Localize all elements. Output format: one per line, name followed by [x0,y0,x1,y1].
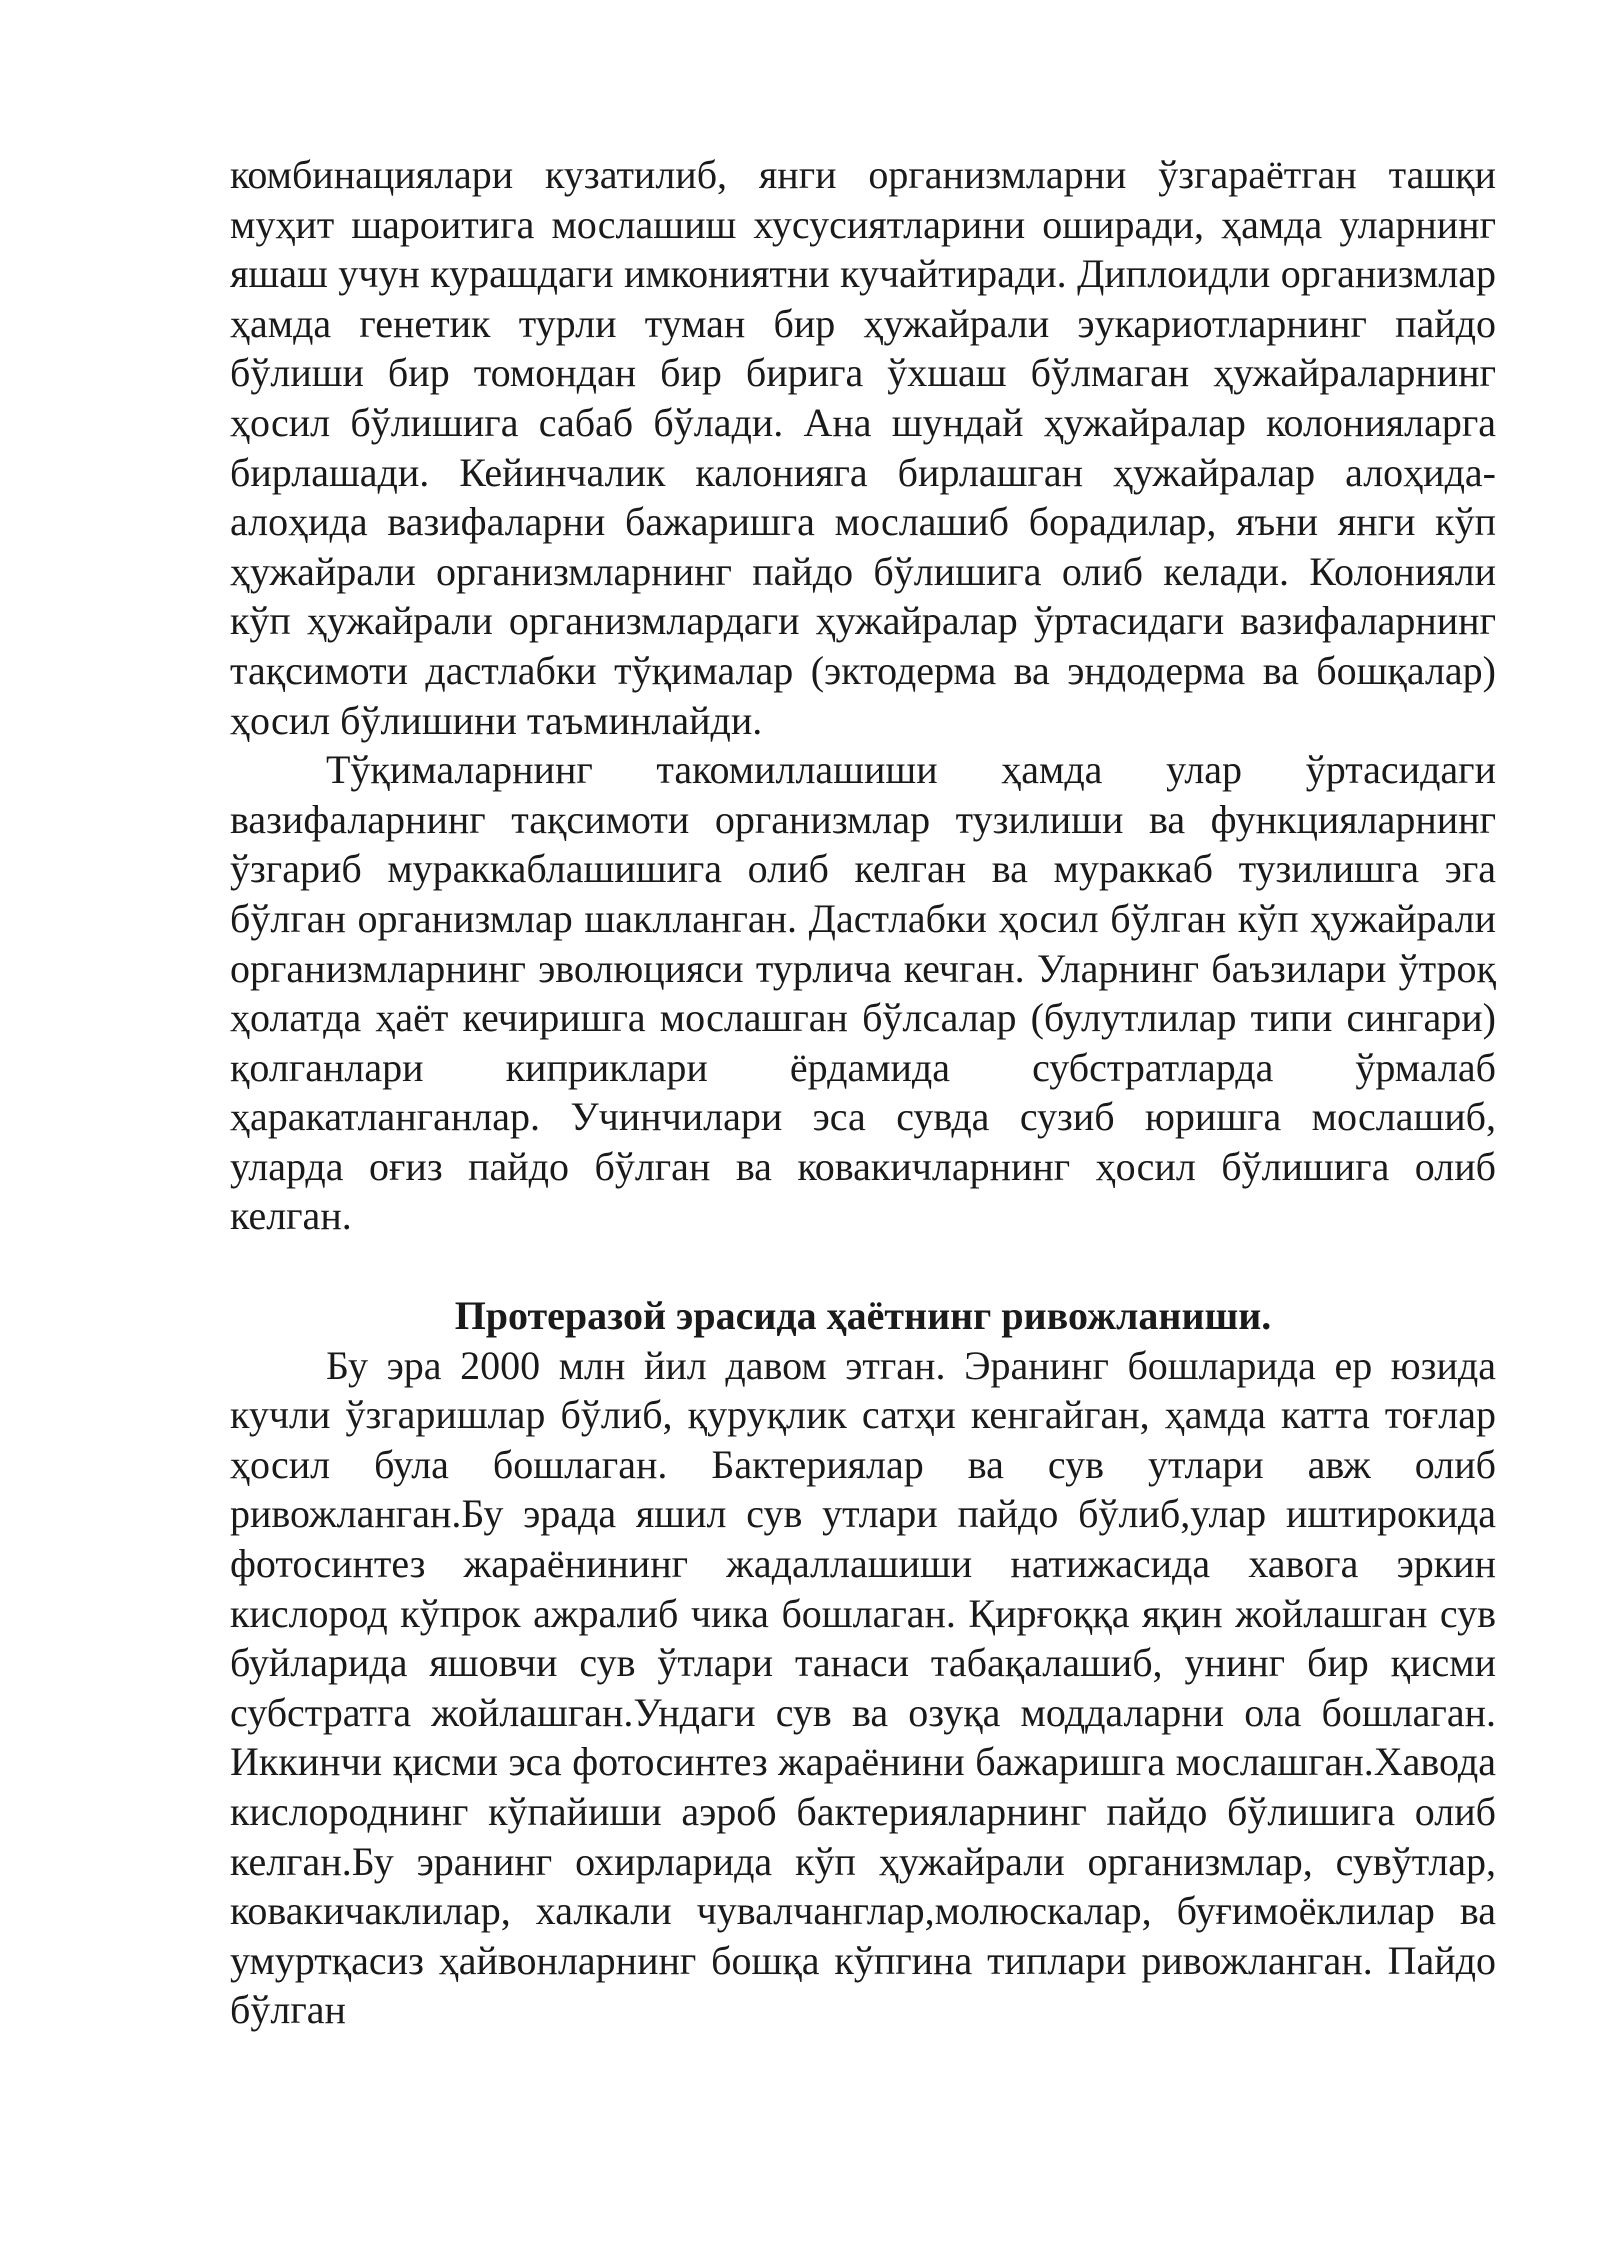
body-paragraph: Тўқималарнинг такомиллашиши ҳамда улар ўртасидаги вазифаларнинг тақсимоти организмлар тузилиши ва функцияларнинг ўзгариб мураккаблашишига олиб келган ва мураккаб тузилишга эга бўлган организмлар шаклланган. Дастлабки ҳосил бўлган кўп ҳужайрали организмларнинг эволюцияси турлича кечган. Уларнинг баъзилари ўтроқ ҳолатда ҳаёт кечиришга мослашган бўлсалар (булутлилар типи сингари) қолганлари киприклари ёрдамида субстратларда ўрмалаб ҳаракатланганлар. Учинчилари эса сувда сузиб юришга мослашиб, уларда оғиз пайдо бўлган ва ковакичларнинг ҳосил бўлишига олиб келган. [230,747,1496,1239]
body-paragraph: комбинациялари кузатилиб, янги организмларни ўзгараётган ташқи муҳит шароитига мослашиш хусусиятларини оширади, ҳамда уларнинг яшаш учун курашдаги имкониятни кучайтиради. Диплоидли организмлар ҳамда генетик турли туман бир ҳужайрали эукариотларнинг пайдо бўлиши бир томондан бир бирига ўхшаш бўлмаган ҳужайраларнинг ҳосил бўлишига сабаб бўлади. Ана шундай ҳужайралар колонияларга бирлашади. Кейинчалик калонияга бирлашган ҳужайралар алоҳида-алоҳида вазифаларни бажаришга мослашиб борадилар, яъни янги кўп ҳужайрали организмларнинг пайдо бўлишига олиб келади. Колонияли кўп ҳужайрали организмлардаги ҳужайралар ўртасидаги вазифаларнинг тақсимоти дастлабки тўқималар (эктодерма ва эндодерма ва бошқалар) ҳосил бўлишини таъминлайди. [230,152,1496,743]
section-heading: Протеразой эрасида ҳаётнинг ривожланиши. [454,1293,1272,1339]
document-page [230,150,1496,2035]
body-paragraph: Бу эра 2000 млн йил давом этган. Эранинг бошларида ер юзида кучли ўзгаришлар бўлиб, қуруқлик сатҳи кенгайган, ҳамда катта тоғлар ҳосил була бошлаган. Бактериялар ва сув утлари авж олиб ривожланган.Бу эрада яшил сув утлари пайдо бўлиб,улар иштирокида фотосинтез жараёнининг жадаллашиши натижасида хавога эркин кислород кўпрок ажралиб чика бошлаган. Қирғоққа яқин жойлашган сув буйларида яшовчи сув ўтлари танаси табақалашиб, унинг бир қисми субстратга жойлашган.Ундаги сув ва озуқа моддаларни ола бошлаган. Иккинчи қисми эса фотосинтез жараёнини бажаришга мослашган.Хаводa кислороднинг кўпайиши аэроб бактерияларнинг пайдо бўлишига олиб келган.Бу эранинг охирларида кўп ҳужайрали организмлар, сувўтлар, ковакичаклилар, халкали чувалчанглар,молюскалар, буғимоёклилар ва умуртқасиз ҳайвонларнинг бошқа кўпгина типлари ривожланган. Пайдо бўлган [230,1342,1496,2033]
